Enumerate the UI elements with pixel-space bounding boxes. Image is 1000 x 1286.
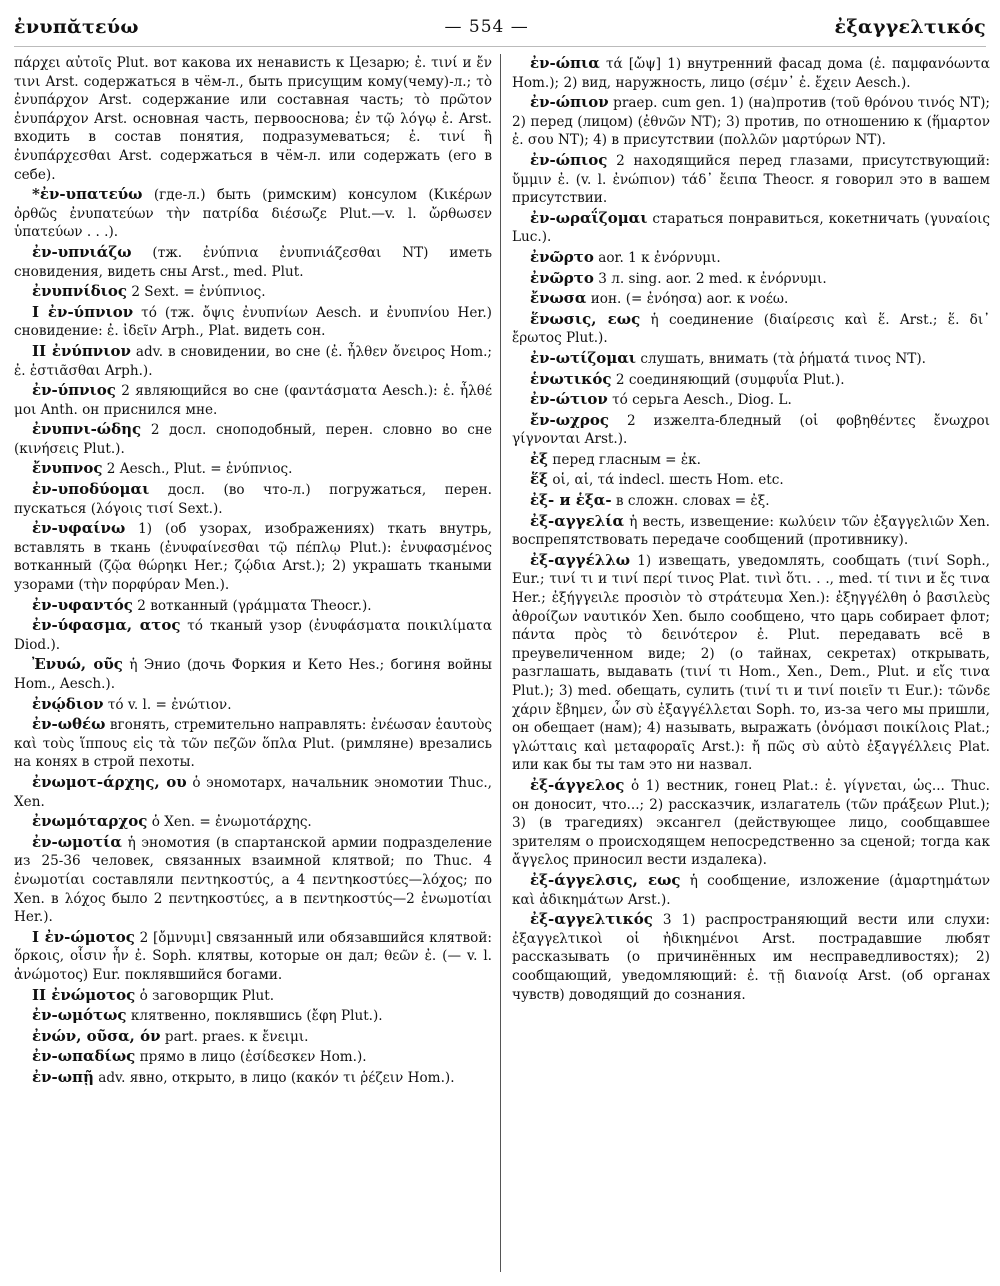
dictionary-entry <box>512 871 990 909</box>
entry-headword: ἐν-ώτιον <box>530 390 608 409</box>
entry-definition: adv. явно, открыто, в лицо (κακόν τι ῥέζειν Hom.). <box>98 1069 455 1086</box>
entry-headword: ἐν-ύπνιος <box>32 381 116 400</box>
header-rule <box>14 46 986 47</box>
dictionary-entry <box>512 910 990 1004</box>
entry-definition: 2 вотканный (γράμματα Theocr.). <box>137 597 372 614</box>
entry-headword: ἐν-ώπια <box>530 54 600 72</box>
entry-definition: 2 являющийся во сне (φαντάσματα Aesch.): ἐ. ἦλθέ μοι Anth. он приснился мне. <box>14 383 492 418</box>
entry-headword: ἐξ-αγγελία <box>530 511 625 530</box>
entry-headword: ἕνωσις, εως <box>530 309 641 328</box>
dictionary-entry <box>512 209 990 247</box>
entry-definition: ион. (= ἐνόησα) aor. к νοέω. <box>590 291 789 308</box>
dictionary-entry <box>14 480 492 518</box>
entry-definition: ἡ Энио (дочь Форкия и Кето Hes.; богиня войны Hom., Aesch.). <box>14 657 492 692</box>
entry-definition: praep. cum gen. 1) (на)против (τοῦ θρόνου τινός NT); 2) перед (лицом) (ἐθνῶν NT); 3) против, по отношению к (ἥμαρτον ἐ. σου NT); 4) в присутствии (πολλῶν μαρτύρων NT). <box>512 95 990 149</box>
entry-definition: 3 1) распространяющий вести или слухи: ἐξαγγελτικοὶ οἱ ἠδικημένοι Arst. пострадавшие любят рассказывать (о причинённых им несправедливостях); 2) сообщающий, уведомляющий: ἐ. τῇ διανοίᾳ Arst. (об органах чувств) доводящий до сознания. <box>512 912 990 1003</box>
entry-headword: ἐν-ωπαδίως <box>32 1047 136 1066</box>
entry-definition: перед гласным = ἐκ. <box>552 451 701 468</box>
entry-headword: I ἐν-ώμοτος <box>32 927 135 946</box>
entry-definition: part. praes. к ἔνειμι. <box>164 1028 309 1045</box>
entry-headword: ἔνωσα <box>530 289 587 308</box>
dictionary-entry <box>14 596 492 616</box>
entry-definition: ἡ эномотия (в спартанской армии подразделение из 25-36 человек, связанных взаимной клятвой; по Thuc. 4 ἐνωμοτίαι составляли πεντηκοστύς, а 4 πεντηκοστύες—λόχος; по Xen. в λόχος было 2 πεντηκοστύες, а в πεντηκοστύς—2 ἐνωμοτίαι Her.). <box>14 834 492 926</box>
entry-definition: клятвенно, поклявшись (ἔφη Plut.). <box>130 1008 383 1025</box>
dictionary-entry <box>512 349 990 369</box>
entry-definition: τά [ὤψ] 1) внутренний фасад дома (ἐ. παμφανόωντα Hom.); 2) вид, наружность, лицо (σέμν᾽ ἐ. ἔχειν Aesch.). <box>512 56 990 91</box>
entry-headword: ἐξ-άγγελος <box>530 775 625 794</box>
dictionary-entry <box>512 491 990 511</box>
entry-definition: вгонять, стремительно направлять: ἐνέωσαν ἑαυτοὺς καὶ τοὺς ἵππους εἰς τὰ τῶν πεζῶν ὅπλα Plut. (римляне) врезались на конях в строй пехоты. <box>14 717 493 771</box>
dictionary-entry <box>14 185 492 242</box>
dictionary-entry <box>14 833 492 927</box>
dictionary-entry <box>14 54 492 184</box>
entry-headword: ἐνυπνίδιος <box>32 282 127 301</box>
dictionary-entry <box>512 248 990 268</box>
entry-definition: ὁ эномотарх, начальник эномотии Thuc., Xen. <box>14 774 492 810</box>
entry-headword: ἐξ-αγγέλλω <box>530 550 631 569</box>
dictionary-entry <box>512 551 990 775</box>
dictionary-entry <box>14 420 492 458</box>
entry-definition: ἡ соединение (διαίρεσις καὶ ἕ. Arst.; ἕ. δι᾽ ἔρωτος Plut.). <box>512 311 990 347</box>
dictionary-entry <box>14 812 492 832</box>
entry-headword: ἑνωτικός <box>530 369 612 388</box>
entry-headword: ἐν-υφαίνω <box>32 519 126 538</box>
dictionary-entry <box>512 470 990 490</box>
entry-headword: ἐν-ώπιος <box>530 150 608 169</box>
dictionary-entry <box>14 1006 492 1026</box>
entry-headword: ἐν-ωμότως <box>32 1006 127 1025</box>
entry-definition: досл. (во что-л.) погружаться, перен. пускаться (λόγοις τισί Sext.). <box>14 482 492 517</box>
entry-headword: ἔν-ωχρος <box>530 410 610 429</box>
entry-definition: 1) (об узорах, изображениях) ткать внутрь, вставлять в ткань (ἐνυφαίνεσθαι τῷ πέπλῳ Plut.): ἐνυφασμένος вотканный (ζῷα θώρηκι Her.; ζῴδια Arst.); 2) украшать ткаными узорами (τὴν πορφύραν Men.). <box>14 521 493 594</box>
entry-definition: 3 л. sing. aor. 2 med. к ἐνόρνυμι. <box>598 270 827 287</box>
entry-definition: 2 досл. сноподобный, перен. словно во сне (κινήσεις Plut.). <box>14 422 492 457</box>
entry-headword: ἐν-ώπιον <box>530 93 609 112</box>
entry-definition: ὁ Xen. = ἐνωμοτάρχης. <box>151 814 312 831</box>
entry-definition: прямо в лицо (ἐσίδεσκεν Hom.). <box>139 1049 367 1066</box>
entry-headword: II ἐνύπνιον <box>32 341 131 360</box>
entry-headword: ἐξ-αγγελτικός <box>530 910 653 929</box>
entry-definition: τό (тж. ὄψις ἐνυπνίων Aesch. и ἐνυπνίου Her.) сновидение: ἐ. ἰδεῖν Arph., Plat. видеть сон. <box>14 304 492 340</box>
entry-headword: ἐν-υπνιάζω <box>32 242 132 261</box>
right-running-headword: ἐξαγγελτικός <box>834 16 986 38</box>
entry-definition: стараться понравиться, кокетничать (γυναίοις Luc.). <box>512 210 991 246</box>
dictionary-entry <box>512 93 990 150</box>
entry-headword: ἐν-ύφασμα, ατος <box>32 616 181 635</box>
dictionary-entry <box>512 370 990 390</box>
entry-headword: ἐν-ωτίζομαι <box>530 348 637 367</box>
entry-headword: ἐνών, οῦσα, όν <box>32 1026 161 1045</box>
entry-definition: ὁ заговорщик Plut. <box>139 987 275 1004</box>
dictionary-entry <box>14 1047 492 1067</box>
dictionary-entry <box>14 303 492 341</box>
dictionary-entry <box>512 512 990 550</box>
dictionary-entry <box>512 151 990 208</box>
entry-headword: ἔνυπνος <box>32 459 103 478</box>
entry-headword: Ἐνυώ, οῦς <box>32 655 123 674</box>
entry-headword: ἐνωμόταρχος <box>32 812 148 831</box>
entry-headword: ἐν-υφαντός <box>32 595 133 614</box>
entry-definition: 2 соединяющий (συμφυΐα Plut.). <box>615 371 845 388</box>
entry-headword: ἐν-ωπῇ <box>32 1067 94 1086</box>
dictionary-entry <box>512 269 990 289</box>
dictionary-entry <box>14 655 492 693</box>
entry-definition: τό серьга Aesch., Diog. L. <box>612 392 792 409</box>
entry-headword: ἐξ <box>530 449 549 468</box>
dictionary-entry <box>14 282 492 302</box>
right-column <box>512 54 990 1005</box>
entry-headword: ἐνωμοτ-άρχης, ου <box>32 772 187 791</box>
entry-definition: 2 находящийся перед глазами, присутствующий: ὔμμιν ἐ. (v. l. ἐνώπιον) τάδ᾽ ἔειπα Theocr. я говорил это в вашем присутствии. <box>512 152 991 207</box>
dictionary-entry <box>14 342 492 380</box>
entry-headword: ἐν-ωμοτία <box>32 832 122 851</box>
entry-definition: в сложн. словах = ἐξ. <box>615 493 770 510</box>
dictionary-entry <box>14 1027 492 1047</box>
left-column <box>14 54 492 1088</box>
entry-definition: οἱ, αἱ, τά indecl. шесть Hom. etc. <box>552 472 784 489</box>
entry-definition: 1) извещать, уведомлять, сообщать (τινί Soph., Eur.; τινί τι и τινί περί τινος Plat. τινὶ ὅτι. . ., med. τί τινι и ἔς τινα Her.; ἐξήγγειλε προσιὸν τὸ στράτευμα Xen.): ἐξηγγέλθη ὁ βασιλεὺς ἀθροίζων ναυτικόν Xen. было сообщено, что царь собирает флот; πάντα πρὸς τὸ δεινότερον ἐ. Plut. передавать всё в преувеличенном виде; 2) (о тайнах, секретах) открывать, разглашать, выдавать (τινί τι Hom., Xen., Dem., Plut. и εἴς τινα Plut.); 3) med. обещать, сулить (τινί τι и τινί ποιεῖν τι Eur.): τῶνδε χάριν ἔβημεν, ὧν σὺ ἐξαγγέλλεται Soph. то, из-за чего мы пришли, он обещает (нам); 4) называть, выражать (ὀνόμασι ποικίλοις Plat.; γλώτταις καὶ μεταφοραῖς Arst.): ἤ πῶς σὺ αὐτὸ ἐξαγγέλλεις Plat. или как бы ты там это ни назвал. <box>512 552 991 774</box>
entry-headword: ἐνυπνι-ώδης <box>32 420 142 439</box>
dictionary-entry <box>14 459 492 479</box>
entry-headword: ἐν-ωραΐζομαι <box>530 208 648 227</box>
dictionary-entry <box>512 411 990 449</box>
entry-definition: ὁ 1) вестник, гонец Plat.: ἐ. γίγνεται, ὡς... Thuc. он доносит, что...; 2) рассказчик, излагатель (τῶν πράξεων Plut.); 3) (в трагедиях) эксангел (действующее лицо, сообщавшее зрителям о происходящем непосредственно за сценой; тогда как ἄγγελος приносил вести издалека). <box>512 777 990 869</box>
entry-definition: 2 Aesch., Plut. = ἐνύπνιος. <box>106 461 293 478</box>
dictionary-entry <box>14 616 492 654</box>
dictionary-entry <box>14 715 492 772</box>
entry-headword: ἐν-υποδύομαι <box>32 480 150 499</box>
entry-headword: ἕξ <box>530 470 549 489</box>
entry-definition: τό тканый узор (ἐνυφάσματα ποικιλίματα Diod.). <box>14 618 493 653</box>
dictionary-entry <box>14 243 492 281</box>
entry-headword: *ἐν-υπατεύω <box>32 185 143 204</box>
entry-definition: πάρχει αὐτοῖς Plut. вот какова их ненависть к Цезарю; ἐ. τινί и ἔν τινι Arst. содержаться в чём-л., быть присущим кому(чему)-л.; τὸ ἐνυπάρχον Arst. содержание или составная часть; τὸ πρῶτον ἐνυπάρχον Arst. основная часть, первооснова; ἐν τῷ λόγῳ ἐ. Arst. входить в состав понятия, подразумеваться; ἐ. τινί ἢ ἐνυπάρχεσθαι Arst. содержаться в чём-л. или содержать (его в себе). <box>14 55 492 183</box>
dictionary-entry <box>14 381 492 419</box>
entry-headword: ἐνῴδιον <box>32 694 104 713</box>
entry-headword: ἐξ- и ἑξα- <box>530 491 612 510</box>
dictionary-entry <box>512 390 990 410</box>
entry-headword: II ἐνώμοτος <box>32 985 136 1004</box>
column-divider <box>500 54 501 1272</box>
entry-definition: (где-л.) быть (римским) консулом (Κικέρων ὀρθῶς ἐνυπατεύων τὴν πατρίδα διέσωζε Plut.—v. l. ὤρθωσεν ὑπατεύων . . .). <box>14 187 492 241</box>
dictionary-entry <box>512 450 990 470</box>
dictionary-entry <box>14 695 492 715</box>
entry-headword: ἐν-ωθέω <box>32 715 106 734</box>
entry-headword: I ἐν-ύπνιον <box>32 302 134 321</box>
entry-definition: 2 [ὄμνυμι] связанный или обязавшийся клятвой: ὅρκοις, οἷσιν ἦν ἐ. Soph. клятвы, которые он дал; θεῶν ἐ. (— v. l. ἀνώμοτος) Eur. поклявшийся богами. <box>14 929 492 983</box>
page-header <box>14 10 986 44</box>
entry-definition: ἡ сообщение, изложение (ἁμαρτημάτων καὶ ἀδικημάτων Arst.). <box>512 872 990 908</box>
entry-headword: ἐνῶρτο <box>530 247 594 266</box>
left-running-headword: ἐνυπᾰτεύω <box>14 16 139 38</box>
dictionary-entry <box>14 773 492 811</box>
entry-headword: ἐνῶρτο <box>530 268 594 287</box>
dictionary-entry <box>14 519 492 594</box>
entry-definition: ἡ весть, извещение: κωλύειν τῶν ἐξαγγελιῶν Xen. воспрепятствовать передаче сообщений (противнику). <box>512 513 990 549</box>
entry-definition: 2 изжелта-бледный (οἱ φοβηθέντες ἔνωχροι γίγνονται Arst.). <box>512 412 991 448</box>
dictionary-entry <box>14 986 492 1006</box>
entry-definition: (тж. ἐνύπνια ἐνυπνιάζεσθαι NT) иметь сновидения, видеть сны Arst., med. Plut. <box>14 244 492 280</box>
dictionary-entry <box>512 289 990 309</box>
entry-definition: 2 Sext. = ἐνύπνιος. <box>131 284 266 301</box>
page-number: — 554 — <box>444 17 529 37</box>
entry-definition: слушать, внимать (τὰ ῥήματά τινος NT). <box>640 350 926 367</box>
entry-headword: ἐξ-άγγελσις, εως <box>530 870 681 889</box>
dictionary-entry <box>14 1068 492 1088</box>
dictionary-entry <box>512 310 990 348</box>
entry-definition: τό v. l. = ἐνώτιον. <box>107 696 232 713</box>
dictionary-entry <box>14 928 492 985</box>
entry-definition: adv. в сновидении, во сне (ἐ. ἦλθεν ὄνειρος Hom.; ἐ. ἑστιᾶσθαι Arph.). <box>14 343 493 379</box>
entry-definition: aor. 1 к ἐνόρνυμι. <box>598 249 721 266</box>
dictionary-entry <box>512 54 990 92</box>
dictionary-entry <box>512 776 990 870</box>
